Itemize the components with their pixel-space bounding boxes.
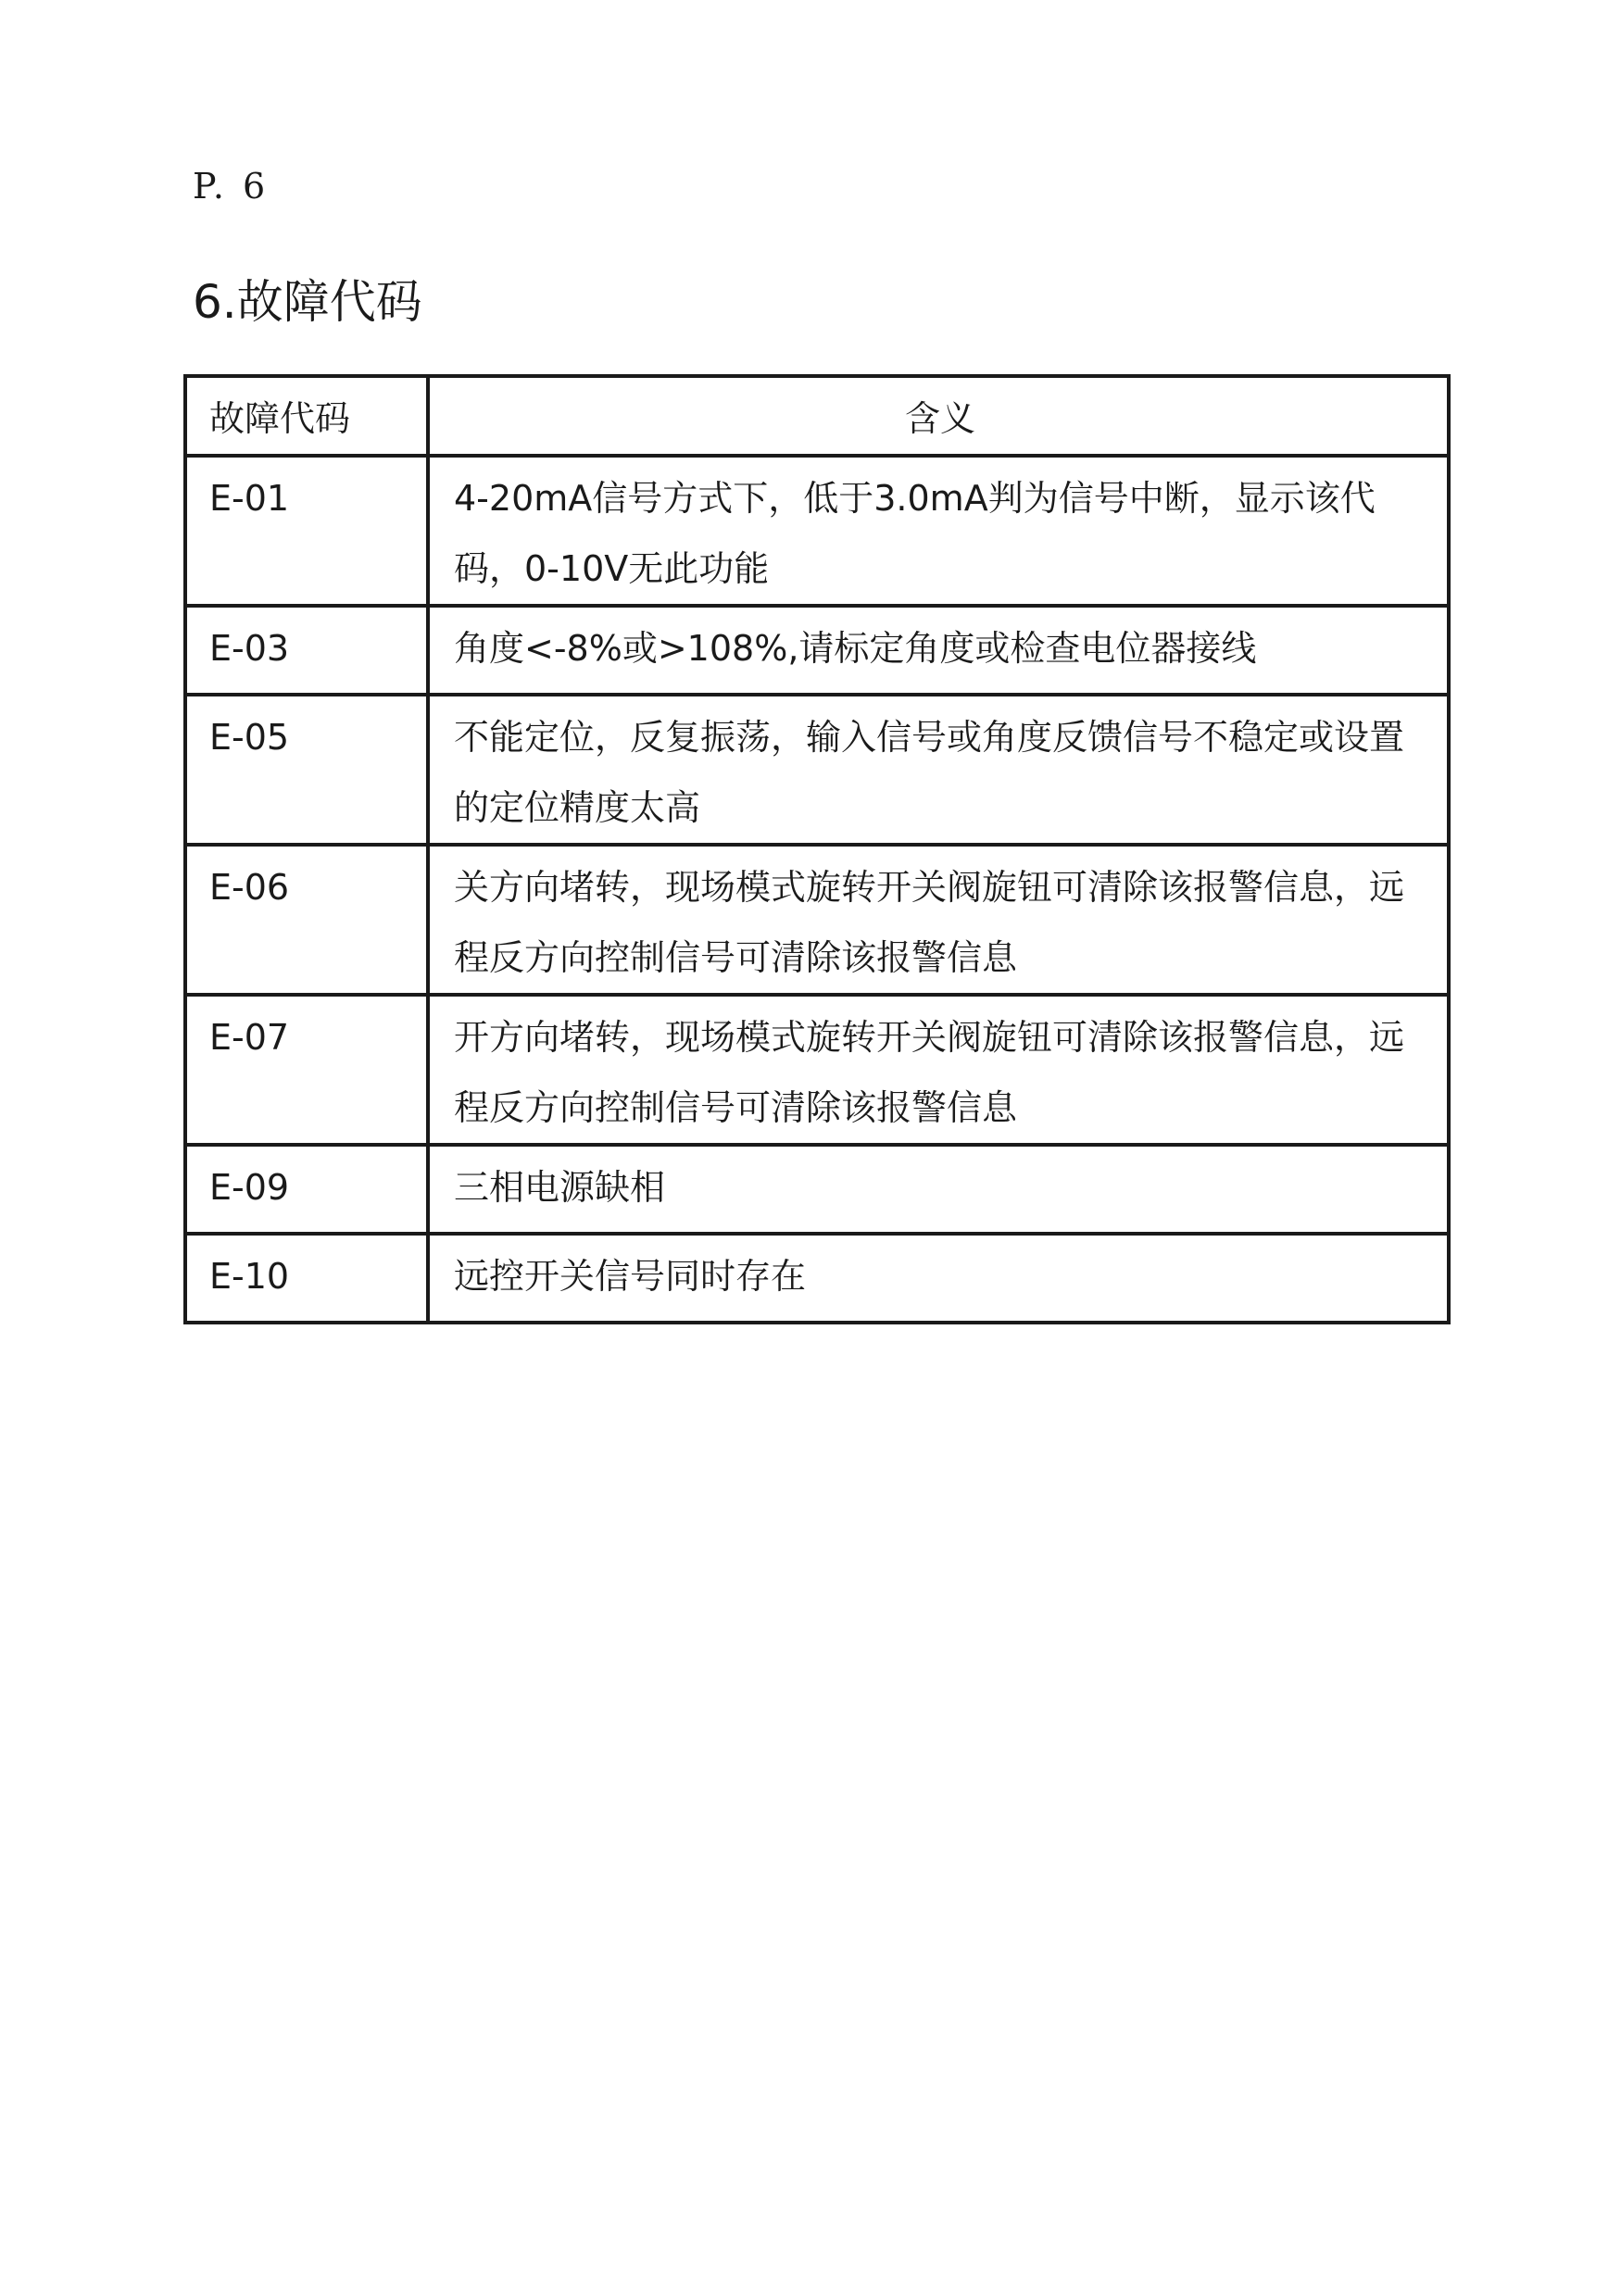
table-row <box>185 1145 1449 1234</box>
fault-code-cell: E-09 <box>185 1145 428 1234</box>
fault-code-cell: E-03 <box>185 606 428 695</box>
table-row <box>185 456 1449 606</box>
fault-code-cell: E-07 <box>185 995 428 1145</box>
table-row <box>185 1234 1449 1323</box>
column-header-code: 故障代码 <box>185 376 428 456</box>
table-header-row <box>185 376 1449 456</box>
page-number: P. 6 <box>193 166 270 207</box>
fault-code-cell: E-05 <box>185 695 428 845</box>
fault-meaning-cell: 4-20mA信号方式下，低于3.0mA判为信号中断，显示该代码，0-10V无此功能 <box>428 456 1449 606</box>
fault-meaning-cell: 不能定位，反复振荡，输入信号或角度反馈信号不稳定或设置的定位精度太高 <box>428 695 1449 845</box>
fault-meaning-cell: 关方向堵转，现场模式旋转开关阀旋钮可清除该报警信息，远程反方向控制信号可清除该报警信息 <box>428 845 1449 995</box>
table-row <box>185 606 1449 695</box>
table-row <box>185 695 1449 845</box>
fault-meaning-cell: 开方向堵转，现场模式旋转开关阀旋钮可清除该报警信息，远程反方向控制信号可清除该报警信息 <box>428 995 1449 1145</box>
fault-meaning-cell: 远控开关信号同时存在 <box>428 1234 1449 1323</box>
column-header-meaning: 含义 <box>428 376 1449 456</box>
fault-meaning-cell: 角度<-8%或>108%,请标定角度或检查电位器接线 <box>428 606 1449 695</box>
fault-code-table <box>183 374 1451 1324</box>
table-row <box>185 995 1449 1145</box>
section-heading: 6.故障代码 <box>193 275 422 329</box>
fault-code-cell: E-06 <box>185 845 428 995</box>
table-row <box>185 845 1449 995</box>
fault-code-cell: E-10 <box>185 1234 428 1323</box>
fault-meaning-cell: 三相电源缺相 <box>428 1145 1449 1234</box>
fault-code-table-container <box>183 374 1447 1324</box>
fault-code-cell: E-01 <box>185 456 428 606</box>
